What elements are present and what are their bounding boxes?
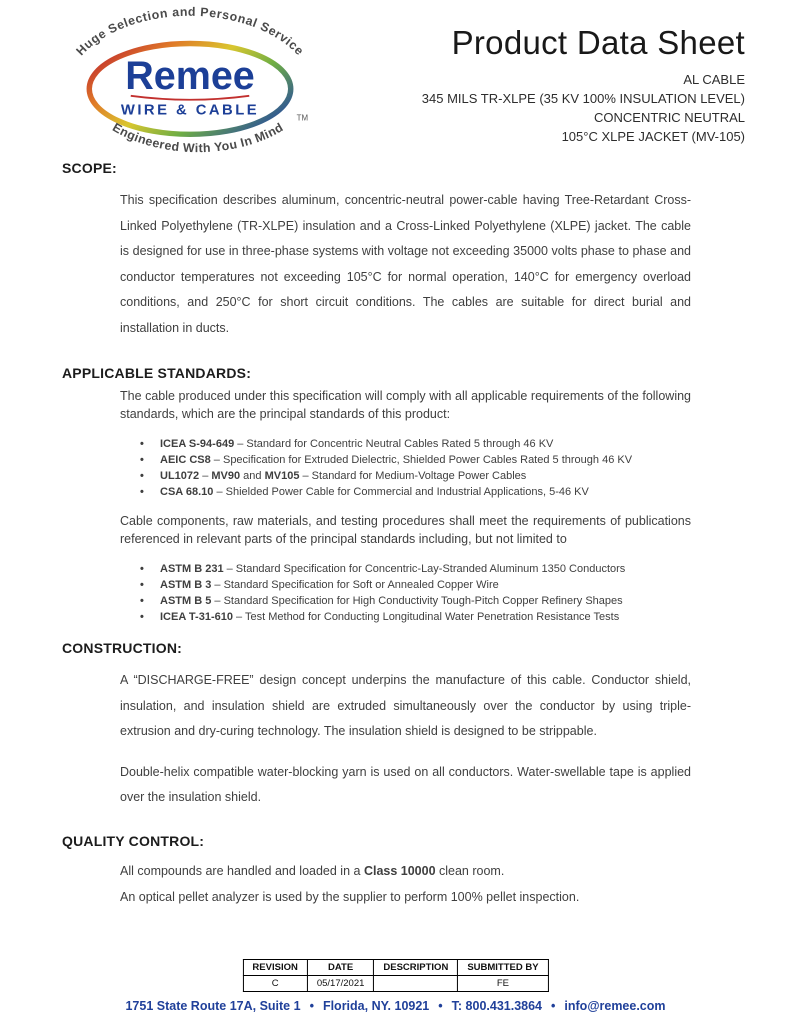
construction-paragraph-1: A “DISCHARGE-FREE” design concept underpins the manufacture of this cable. Conductor shield, insulation, and insulation shield are extruded simultaneously over the conductor by using triple-extrusion and dry-curing technology. The insulation shield is designed to be strippable. [120, 673, 691, 738]
footer-separator: • [551, 999, 556, 1013]
bullet-item [140, 484, 739, 500]
text-segment: All compounds are handled and loaded in a [120, 863, 364, 878]
bullet-icon: • [140, 486, 144, 498]
subtitle-al-cable: AL CABLE [683, 72, 745, 87]
description-header-cell: DESCRIPTION [374, 960, 458, 976]
footer-email: info@remee.com [564, 999, 666, 1013]
submitted-by-value-cell: FE [458, 976, 548, 992]
bullet-text: ASTM B 5 – Standard Specification for High Conductivity Tough-Pitch Copper Refinery Shapes [160, 595, 623, 607]
title-block [422, 24, 745, 146]
bullet-text: ASTM B 3 – Standard Specification for Soft or Annealed Copper Wire [160, 579, 499, 591]
submitted-by-header-cell: SUBMITTED BY [458, 960, 548, 976]
description-value-cell [374, 976, 458, 992]
footer-city: Florida, NY. 10921 [322, 999, 430, 1013]
scope-paragraph: This specification describes aluminum, concentric-neutral power-cable having Tree-Retardant Cross-Linked Polyethylene (TR-XLPE) insulation and a Cross-Linked Polyethylene (XLPE) jacket. The cable is designed for use in three-phase systems with voltage not exceeding 35000 volts phase to phase and conductor temperatures not exceeding 105°C for normal operation, 140°C for emergency overload conditions, and 250°C for short circuit conditions. The cables are suitable for direct burial and installation in ducts. [120, 193, 691, 335]
quality-control-heading: QUALITY CONTROL: [62, 832, 205, 849]
text-segment: Class 10000 [363, 863, 436, 878]
footer-separator: • [438, 999, 443, 1013]
footer-phone: T: 800.431.3864 [451, 999, 543, 1013]
bullet-text: CSA 68.10 – Shielded Power Cable for Commercial and Industrial Applications, 5-46 KV [160, 486, 589, 498]
standards-middle-paragraph: Cable components, raw materials, and testing procedures shall meet the requirements of publications referenced in relevant parts of the principal standards including, but not limited to [120, 514, 691, 546]
standards-intro-paragraph: The cable produced under this specification will comply with all applicable requirements of the following standards, which are the principal standards of this product: [120, 389, 691, 421]
revision-value-cell: C [243, 976, 307, 992]
subtitle-jacket: 105°C XLPE JACKET (MV-105) [561, 129, 745, 144]
standards-heading: APPLICABLE STANDARDS: [62, 365, 252, 381]
subtitle-insulation: 345 MILS TR-XLPE (35 KV 100% INSULATION LEVEL) [421, 91, 745, 106]
bullet-icon: • [140, 579, 144, 591]
footer-address: 1751 State Route 17A, Suite 1 [125, 999, 301, 1013]
logo-trademark: TM [296, 113, 309, 123]
document-header [0, 0, 791, 156]
bullet-item [140, 561, 739, 577]
revision-table-value-row [243, 976, 548, 992]
construction-heading: CONSTRUCTION: [62, 640, 183, 656]
bullet-icon: • [140, 438, 144, 450]
bullet-item [140, 452, 739, 468]
bullet-text: AEIC CS8 – Specification for Extruded Dielectric, Shielded Power Cables Rated 5 through 46 KV [160, 454, 633, 466]
bullet-icon: • [140, 611, 144, 623]
bullet-icon: • [140, 470, 144, 482]
footer-contact-line [0, 999, 791, 1013]
construction-paragraph-2: Double-helix compatible water-blocking yarn is used on all conductors. Water-swellable tape is applied over the insulation shield. [120, 764, 691, 804]
date-value-cell: 05/17/2021 [307, 976, 374, 992]
text-segment: clean room. [435, 863, 505, 878]
bullet-text: UL1072 – MV90 and MV105 – Standard for Medium-Voltage Power Cables [160, 470, 527, 482]
quality-line-2: An optical pellet analyzer is used by the supplier to perform 100% pellet inspection. [120, 889, 580, 904]
revision-table [242, 959, 548, 992]
subtitle-concentric-neutral: CONCENTRIC NEUTRAL [594, 110, 745, 125]
bullet-icon: • [140, 595, 144, 607]
logo-top-arc-text: Huge Selection and Personal Service [73, 4, 307, 59]
revision-header-cell: REVISION [243, 960, 307, 976]
page-title: Product Data Sheet [451, 24, 745, 61]
document-body [0, 160, 791, 910]
bullet-text: ICEA T-31-610 – Test Method for Conducting Longitudinal Water Penetration Resistance Tests [160, 611, 620, 623]
scope-heading: SCOPE: [62, 160, 117, 176]
quality-line-1 [120, 858, 691, 884]
date-header-cell: DATE [307, 960, 374, 976]
footer-separator: • [309, 999, 314, 1013]
bullet-item [140, 593, 739, 609]
bullet-text: ASTM B 231 – Standard Specification for Concentric-Lay-Stranded Aluminum 1350 Conductors [160, 563, 626, 575]
bullet-item [140, 609, 739, 625]
bullet-item [140, 436, 739, 452]
bullet-icon: • [140, 563, 144, 575]
standards-bullet-list-1 [140, 436, 739, 500]
quality-control-lines [120, 858, 691, 910]
bullet-item [140, 577, 739, 593]
bullet-icon: • [140, 454, 144, 466]
logo-brand-text: Remee [125, 53, 255, 98]
logo-bottom-arc-text: Engineered With You In Mind [110, 120, 286, 156]
standards-bullet-list-2 [140, 561, 739, 625]
remee-logo [40, 2, 340, 160]
bullet-item [140, 468, 739, 484]
logo-wire-cable-text: WIRE & CABLE [120, 102, 260, 119]
revision-table-header-row [243, 960, 548, 976]
bullet-text: ICEA S-94-649 – Standard for Concentric Neutral Cables Rated 5 through 46 KV [160, 438, 554, 450]
